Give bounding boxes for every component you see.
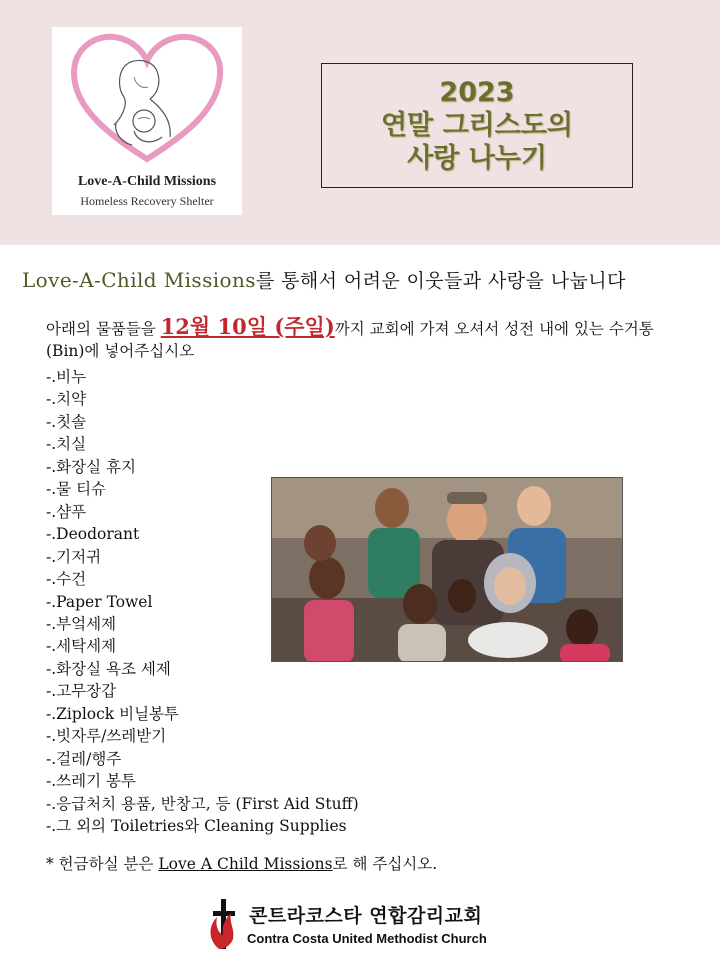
list-item: -.그 외의 Toiletries와 Cleaning Supplies <box>46 817 347 836</box>
list-item: -.부엌세제 <box>46 614 117 633</box>
note-after: 로 해 주십시오. <box>332 855 438 873</box>
list-item: -.Paper Towel <box>46 592 153 611</box>
list-item: -.세탁세제 <box>46 637 117 656</box>
list-item: -.칫솔 <box>46 412 87 431</box>
title-year: 2023 <box>439 77 515 108</box>
list-item: -.고무장갑 <box>46 682 117 701</box>
list-item: -.Ziplock 비닐봉투 <box>46 704 179 723</box>
title-line-1: 연말 그리스도의 <box>381 110 573 141</box>
church-logo <box>205 895 525 951</box>
photo-illustration <box>272 478 623 662</box>
list-item: -.쓰레기 봉투 <box>46 772 136 791</box>
intro-before: 아래의 물품들을 <box>46 320 161 338</box>
children-group-photo <box>271 477 623 662</box>
love-a-child-logo <box>52 27 242 215</box>
list-item: -.물 티슈 <box>46 480 107 499</box>
list-item: -.화장실 휴지 <box>46 457 136 476</box>
tagline <box>22 266 712 293</box>
title-box <box>321 63 633 188</box>
tagline-text: 를 통해서 어려운 이웃들과 사랑을 나눕니다 <box>255 270 626 292</box>
list-item: -.샴푸 <box>46 502 87 521</box>
church-name-english: Contra Costa United Methodist Church <box>247 931 487 946</box>
title-line-2: 사랑 나누기 <box>407 143 547 174</box>
list-item: -.화장실 욕조 세제 <box>46 659 171 678</box>
list-item: -.걸레/행주 <box>46 749 122 768</box>
list-item: -.비누 <box>46 368 87 386</box>
list-item: -.기저귀 <box>46 547 102 566</box>
church-name-korean: 콘트라코스타 연합감리교회 <box>249 905 483 927</box>
tagline-brand: Love-A-Child Missions <box>22 268 256 292</box>
list-item: -.빗자루/쓰레받기 <box>46 727 167 746</box>
list-item: -.응급처치 용품, 반창고, 등 (First Aid Stuff) <box>46 794 359 813</box>
cross-and-flame-icon <box>205 895 245 951</box>
note-before: * 헌금하실 분은 <box>46 855 159 873</box>
intro-after: 까지 교회에 가져 오셔서 성전 내에 있는 수거통(Bin)에 넣어주십시오 <box>46 320 654 360</box>
list-item: -.치약 <box>46 390 87 409</box>
list-item: -.치실 <box>46 435 87 454</box>
header-banner <box>0 0 720 245</box>
list-item: -.Deodorant <box>46 525 140 544</box>
list-item: -.수건 <box>46 570 87 589</box>
intro-paragraph <box>46 316 686 362</box>
logo-title: Love-A-Child Missions <box>77 174 217 189</box>
due-date: 12월 10일 (주일) <box>160 314 335 339</box>
logo-subtitle: Homeless Recovery Shelter <box>80 194 214 208</box>
donation-note <box>46 852 437 874</box>
donation-recipient: Love A Child Missions <box>158 855 333 873</box>
